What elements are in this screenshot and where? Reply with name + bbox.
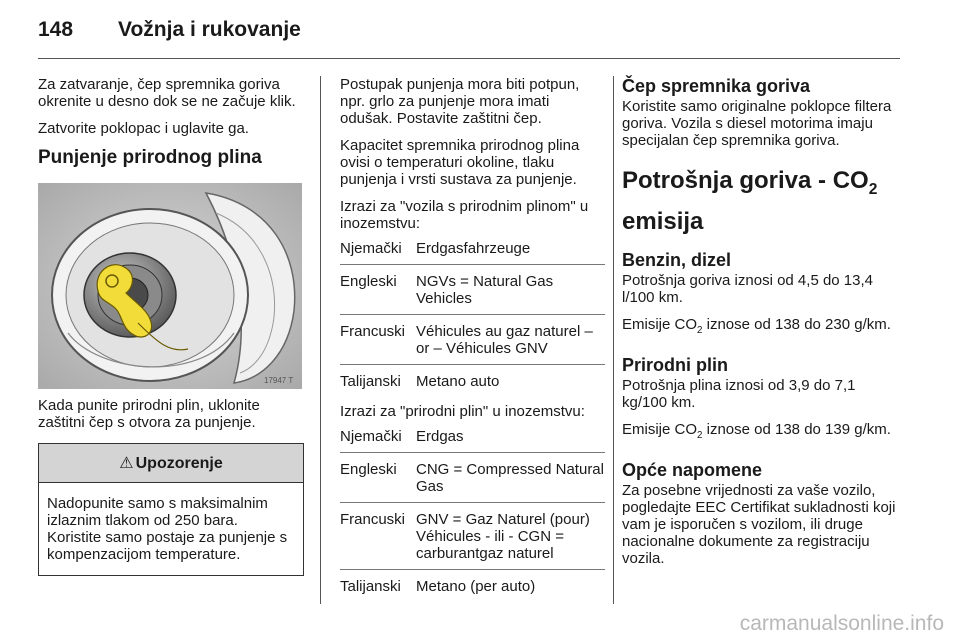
co2-subscript: 2	[697, 324, 703, 336]
warning-triangle-icon: ⚠	[119, 454, 134, 472]
paragraph-fuel-cap: Koristite samo originalne poklopce filtera goriva. Vozila s diesel motorima imaju specijalan čep spremnika goriva.	[622, 98, 892, 149]
table-row	[340, 265, 605, 315]
heading-fuel-consumption-text: Potrošnja goriva - CO	[622, 167, 869, 194]
heading-general-notes: Opće napomene	[622, 459, 763, 480]
heading-co2-subscript: 2	[868, 180, 878, 198]
emission-value: iznose od 138 do 230 g/km.	[702, 315, 891, 333]
warning-title: Upozorenje	[135, 454, 223, 472]
table-row	[340, 232, 605, 265]
co2-subscript: 2	[697, 429, 703, 441]
language-cell: Francuski	[340, 511, 406, 528]
term-cell: NGVs = Natural Gas Vehicles	[416, 273, 554, 307]
page-title: Vožnja i rukovanje	[118, 18, 301, 41]
paragraph-close-flap: Zatvorite poklopac i uglavite ga.	[38, 120, 249, 137]
language-cell: Engleski	[340, 461, 397, 478]
language-cell: Talijanski	[340, 578, 401, 595]
term-cell: CNG = Compressed Natural Gas	[416, 461, 604, 495]
paragraph-close-cap: Za zatvaranje, čep spremnika goriva okrenite u desno dok se ne začuje klik.	[38, 76, 296, 110]
term-cell: Erdgasfahrzeuge	[416, 240, 531, 257]
term-cell: GNV = Gaz Naturel (pour) Véhicules - ili - CGN = carburantgaz naturel	[416, 511, 590, 562]
table-row	[340, 365, 605, 397]
column-divider-2	[613, 76, 614, 604]
emission-label: Emisije CO	[622, 315, 698, 333]
paragraph-terms-gas: Izrazi za "prirodni plin" u inozemstvu:	[340, 403, 585, 420]
language-cell: Talijanski	[340, 373, 401, 390]
paragraph-general-notes: Za posebne vrijednosti za vaše vozilo, pogledajte EEC Certifikat sukladnosti koji vam je isporučen s vozilom, ili druge nacionalne dokumente za registraciju vozila.	[622, 481, 896, 567]
term-cell: Erdgas	[416, 428, 464, 445]
table-row	[340, 570, 605, 602]
page-header	[38, 10, 301, 50]
term-cell: Metano auto	[416, 373, 500, 390]
column-3	[622, 76, 902, 577]
heading-fuel-cap: Čep spremnika goriva	[622, 76, 811, 96]
heading-fuel-consumption	[622, 165, 902, 238]
terms-table-gas	[340, 420, 605, 602]
term-cell: Metano (per auto)	[416, 578, 536, 595]
paragraph-petrol-emissions	[622, 316, 902, 339]
emission-label: Emisije CO	[622, 420, 698, 438]
emission-value: iznose od 138 do 139 g/km.	[702, 420, 891, 438]
term-cell: Véhicules au gaz naturel – or – Véhicules GNV	[416, 323, 593, 357]
table-row	[340, 315, 605, 365]
column-divider-1	[320, 76, 321, 604]
language-cell: Francuski	[340, 323, 406, 340]
table-row	[340, 420, 605, 453]
header-rule	[38, 58, 900, 59]
terms-table-vehicles	[340, 232, 605, 397]
fuel-filler-illustration	[38, 183, 302, 389]
warning-box	[38, 443, 304, 576]
page-number: 148	[38, 18, 74, 41]
paragraph-petrol-consumption: Potrošnja goriva iznosi od 4,5 do 13,4 l/100 km.	[622, 271, 873, 306]
paragraph-tank-capacity: Kapacitet spremnika prirodnog plina ovisi o temperaturi okoline, tlaku punjenja i vrsti sustava za punjenje.	[340, 137, 580, 188]
column-1	[38, 76, 304, 576]
language-cell: Njemački	[340, 240, 402, 257]
heading-emission-text: emisija	[622, 207, 704, 235]
heading-petrol-diesel: Benzin, dizel	[622, 249, 732, 270]
paragraph-filling-procedure: Postupak punjenja mora biti potpun, npr. grlo za punjenje mora imati odušak. Postavite zaštitni čep.	[340, 76, 580, 127]
paragraph-remove-cap: Kada punite prirodni plin, uklonite zaštitni čep s otvora za punjenje.	[38, 397, 260, 431]
paragraph-gas-consumption: Potrošnja plina iznosi od 3,9 do 7,1 kg/100 km.	[622, 376, 856, 411]
watermark: carmanualsonline.info	[739, 612, 944, 635]
language-cell: Engleski	[340, 273, 397, 290]
warning-header	[39, 444, 303, 483]
table-row	[340, 503, 605, 570]
figure-code: 17947 T	[264, 376, 294, 385]
heading-natural-gas: Prirodni plin	[622, 354, 728, 375]
warning-body: Nadopunite samo s maksimalnim izlaznim tlakom od 250 bara. Koristite samo postaje za punjenje s kompenzacijom temperature.	[47, 495, 288, 563]
column-2	[340, 76, 605, 608]
heading-natural-gas-filling: Punjenje prirodnog plina	[38, 147, 262, 168]
language-cell: Njemački	[340, 428, 402, 445]
table-row	[340, 453, 605, 503]
paragraph-terms-vehicles: Izrazi za "vozila s prirodnim plinom" u inozemstvu:	[340, 198, 589, 232]
paragraph-gas-emissions	[622, 421, 902, 444]
